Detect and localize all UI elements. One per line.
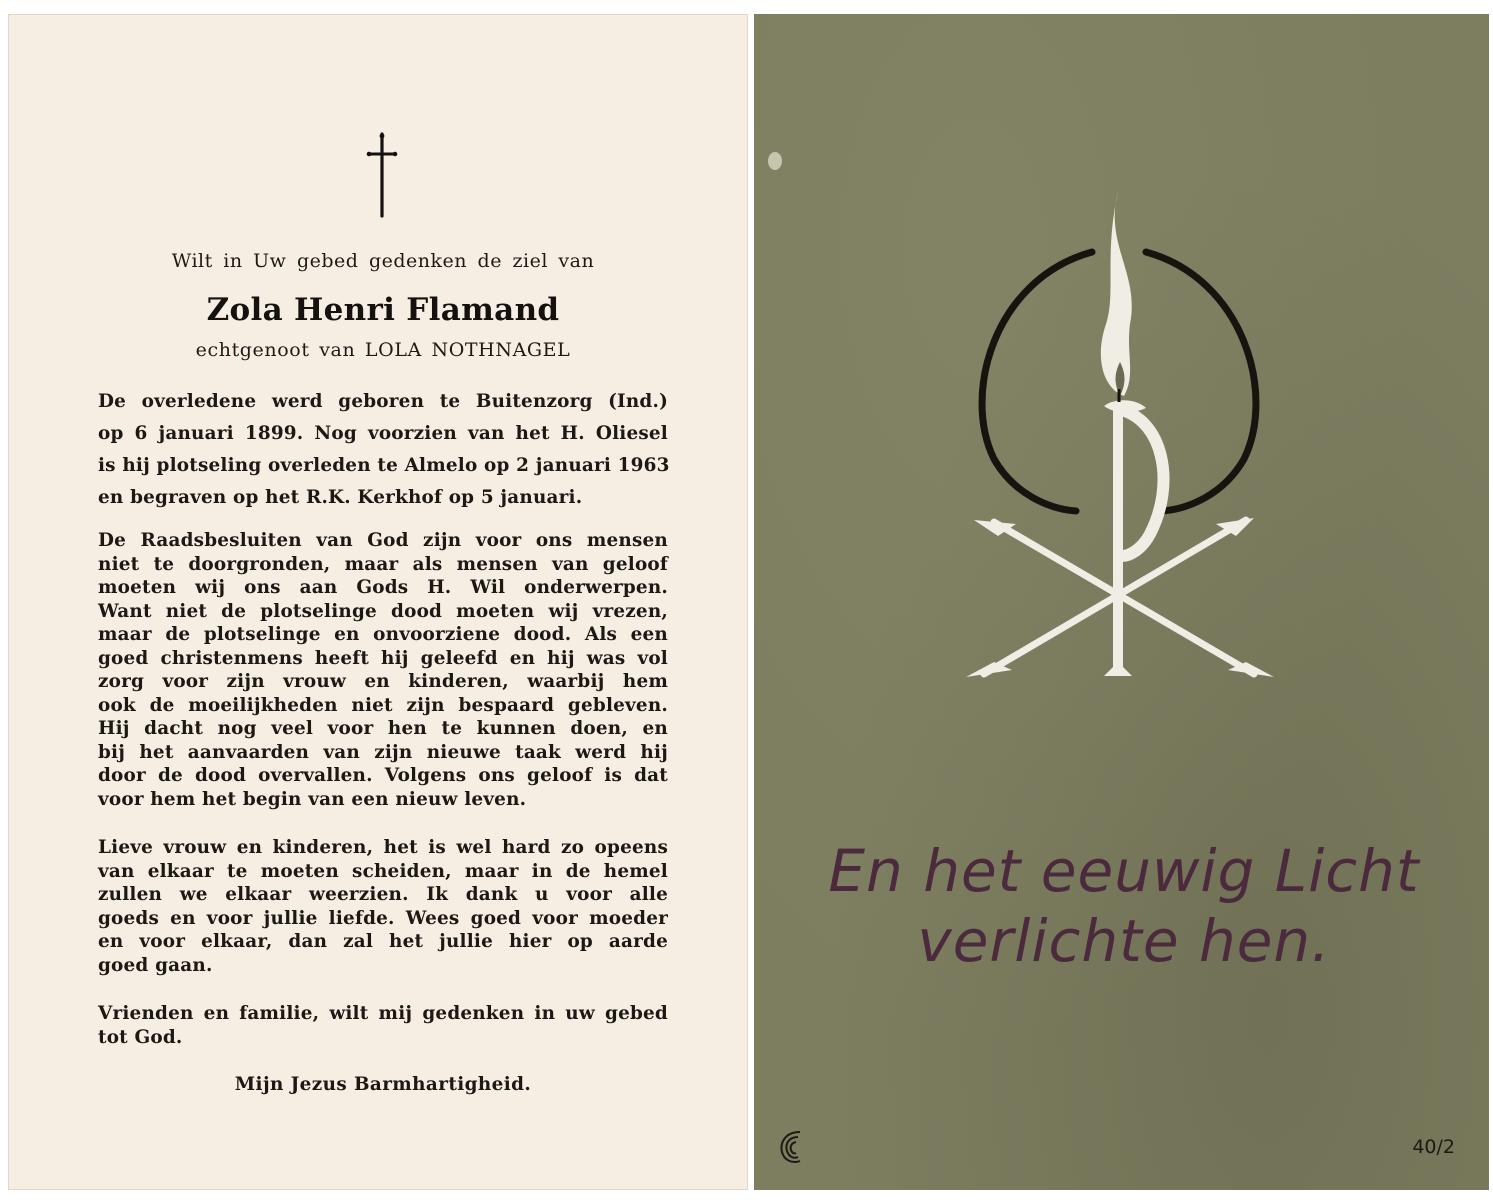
motto-line: verlichte hen. xyxy=(917,907,1331,975)
text-line: Vrienden en familie, wilt mij gedenken in uw gebed xyxy=(98,1003,668,1024)
farewell-paragraph xyxy=(98,836,668,977)
paper-speck xyxy=(768,152,782,170)
reflection-paragraph xyxy=(98,529,668,811)
text-line: tot God. xyxy=(98,1026,183,1048)
memorial-card-image-side xyxy=(754,14,1489,1190)
motto-line: En het eeuwig Licht xyxy=(828,837,1420,905)
text-line: moeten wij ons aan Gods H. Wil onderwerpen. xyxy=(98,577,668,598)
text-line: De overledene werd geboren te Buitenzorg (Ind.) xyxy=(98,391,668,412)
text-line: Want niet de plotselinge dood moeten wij vrezen, xyxy=(98,600,668,622)
text-line: zullen we elkaar weerzien. Ik dank u voor alle xyxy=(98,884,668,905)
card-number: 40/2 xyxy=(1412,1136,1455,1158)
text-line: goeds en voor jullie liefde. Wees goed voor moeder xyxy=(98,907,668,929)
text-line: De Raadsbesluiten van God zijn voor ons mensen xyxy=(98,530,668,551)
biography-paragraph xyxy=(98,386,668,514)
text-line: Lieve vrouw en kinderen, het is wel hard zo opeens xyxy=(98,837,668,858)
motto-text xyxy=(774,836,1474,976)
chi-rho-candle-icon xyxy=(954,184,1284,694)
text-line: en voor elkaar, dan zal het jullie hier op aarde xyxy=(98,931,668,952)
cross-icon xyxy=(365,132,399,218)
text-line: goed gaan. xyxy=(98,954,213,976)
text-line: is hij plotseling overleden te Almelo op 2 januari 1963 xyxy=(98,455,670,476)
text-line: ook de moeilijkheden niet zijn bespaard gebleven. xyxy=(98,694,668,716)
request-paragraph xyxy=(98,1002,668,1049)
spouse-line: echtgenoot van LOLA NOTHNAGEL xyxy=(195,339,571,361)
text-line: goed christenmens heeft hij geleefd en hij was vol xyxy=(98,647,668,669)
text-line: maar de plotselinge en onvoorziene dood. Als een xyxy=(98,624,668,645)
closing-prayer: Mijn Jezus Barmhartigheid. xyxy=(234,1074,532,1095)
text-line: niet te doorgronden, maar als mensen van geloof xyxy=(98,553,668,575)
text-line: bij het aanvaarden van zijn nieuwe taak werd hij xyxy=(98,741,668,763)
text-line: van elkaar te moeten scheiden, maar in de hemel xyxy=(98,860,668,882)
text-line: en begraven op het R.K. Kerkhof op 5 januari. xyxy=(98,487,583,508)
text-line: zorg voor zijn vrouw en kinderen, waarbij hem xyxy=(98,671,668,692)
memorial-card-text-side xyxy=(8,14,748,1190)
intro-line: Wilt in Uw gebed gedenken de ziel van xyxy=(171,250,595,272)
deceased-name: Zola Henri Flamand xyxy=(206,292,560,328)
text-line: voor hem het begin van een nieuw leven. xyxy=(98,788,527,810)
text-line: op 6 januari 1899. Nog voorzien van het H. Oliesel xyxy=(98,423,668,444)
publisher-c-mark-icon xyxy=(776,1126,806,1166)
text-line: Hij dacht nog veel voor hen te kunnen doen, en xyxy=(98,718,668,739)
text-line: door de dood overvallen. Volgens ons geloof is dat xyxy=(98,765,668,786)
